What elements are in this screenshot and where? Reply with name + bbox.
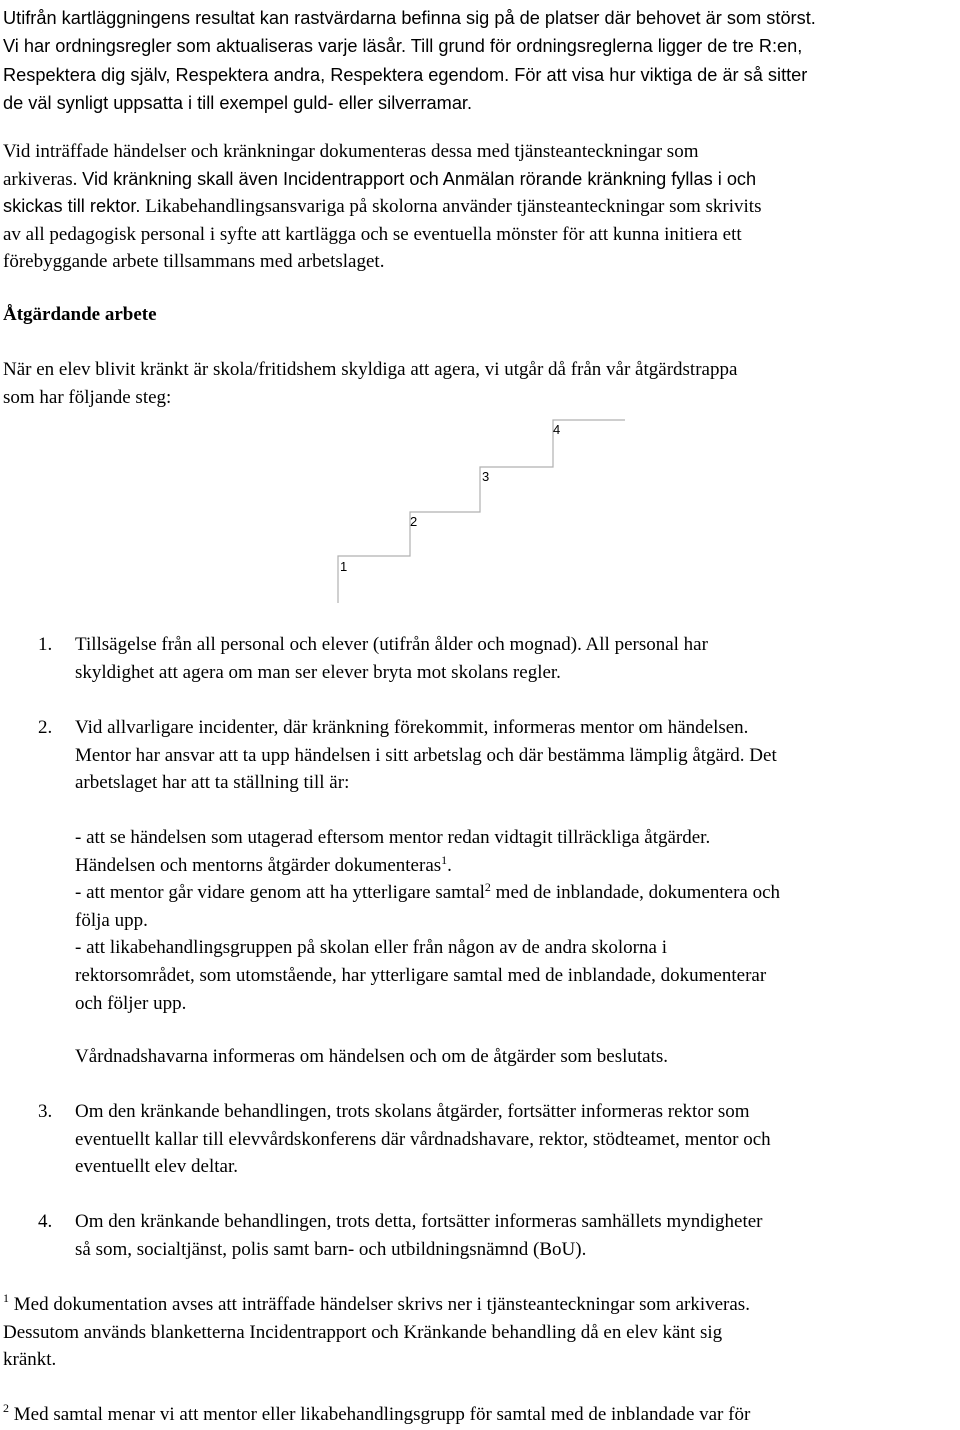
step-label-3: 3 xyxy=(482,469,490,484)
text-line xyxy=(3,1291,956,1319)
text-line: Om den kränkande behandlingen, trots detta, fortsätter informeras samhällets myndigheter xyxy=(75,1211,763,1232)
footnote-ref-2[interactable]: 2 xyxy=(484,880,491,895)
text-line: som har följande steg: xyxy=(3,386,172,408)
footnote-ref-1[interactable]: 1 xyxy=(441,852,448,867)
text-line xyxy=(3,166,956,194)
text-line: skyldighet att agera om man ser elever bryta mot skolans regler. xyxy=(75,661,561,683)
text-run-sans: Vid kränkning skall även Incidentrapport och Anmälan rörande kränkning fyllas i och xyxy=(82,168,757,189)
steps-intro xyxy=(3,356,956,411)
text-line: eventuellt elev deltar. xyxy=(75,1156,239,1178)
step-text xyxy=(75,714,956,797)
step-label-4: 4 xyxy=(553,422,561,437)
text-line: - att se händelsen som utagerad eftersom mentor redan vidtagit tillräckliga åtgärder. xyxy=(75,827,711,848)
text-line: förebyggande arbete tillsammans med arbetslaget. xyxy=(3,251,385,273)
text-line: och följer upp. xyxy=(75,992,187,1014)
text-line: följa upp. xyxy=(75,909,148,931)
step-text xyxy=(75,1208,956,1263)
text-run: arkiveras. xyxy=(3,168,83,190)
text-line: rektorsområdet, som utomstående, har ytterligare samtal med de inblandade, dokumenterar xyxy=(75,964,767,986)
staircase-line xyxy=(338,420,625,603)
step-text xyxy=(75,1098,956,1181)
footnote-mark: 2 xyxy=(3,1401,9,1415)
step-number: 4. xyxy=(38,1211,53,1232)
footnote-1 xyxy=(3,1291,956,1374)
text-run: Med dokumentation avses att inträffade händelser skrivs ner i tjänsteanteckningar som arkiveras. xyxy=(9,1294,750,1315)
text-run: - att mentor går vidare genom att ha ytterligare samtal xyxy=(75,882,485,904)
step-text xyxy=(75,631,956,686)
text-line: När en elev blivit kränkt är skola/fritidshem skyldiga att agera, vi utgår då från vår åtgärdstrappa xyxy=(3,359,738,380)
text-line: arbetslaget har att ta ställning till är: xyxy=(75,772,350,794)
text-run: Händelsen och mentorns åtgärder dokumenteras xyxy=(75,854,442,876)
text-line: Om den kränkande behandlingen, trots skolans åtgärder, fortsätter informeras rektor som xyxy=(75,1101,750,1122)
staircase-diagram xyxy=(0,410,960,610)
step-closing: Vårdnadshavarna informeras om händelsen och om de åtgärder som beslutats. xyxy=(75,1046,669,1067)
step-number: 3. xyxy=(38,1101,53,1122)
text-line: Vid inträffade händelser och kränkningar dokumenteras dessa med tjänsteanteckningar som xyxy=(3,141,699,162)
intro-paragraph xyxy=(3,4,956,117)
text-line: Utifrån kartläggningens resultat kan rastvärdarna befinna sig på de platser där behovet är som störst. xyxy=(3,8,816,28)
text-line: av all pedagogisk personal i syfte att kartlägga och se eventuella mönster för att kunna initiera ett xyxy=(3,223,742,245)
documentation-paragraph xyxy=(3,138,956,276)
text-line: Tillsägelse från all personal och elever (utifrån ålder och mognad). All personal har xyxy=(75,634,708,655)
text-line: skickas till rektor. Likabehandlingsansvariga på skolorna använder tjänsteanteckningar som skrivits xyxy=(3,196,762,218)
text-run: Med samtal menar vi att mentor eller likabehandlingsgrupp för samtal med de inblandade var för xyxy=(9,1404,751,1425)
text-line: de väl synligt uppsatta i till exempel guld- eller silverramar. xyxy=(3,92,473,113)
text-run: . xyxy=(447,854,452,876)
text-line xyxy=(75,852,956,880)
option-list xyxy=(75,824,956,1017)
text-line: Vi har ordningsregler som aktualiseras varje läsår. Till grund för ordningsreglerna ligger de tre R:en, xyxy=(3,36,803,57)
text-run-sans: skickas till rektor. xyxy=(3,196,141,217)
text-line: Dessutom används blanketterna Incidentrapport och Kränkande behandling då en elev känt sig xyxy=(3,1321,723,1343)
text-line: så som, socialtjänst, polis samt barn- och utbildningsnämnd (BoU). xyxy=(75,1238,587,1260)
text-line: eventuellt kallar till elevvårdskonferens där vårdnadshavare, rektor, stödteamet, mentor och xyxy=(75,1128,771,1150)
text-line: Mentor har ansvar att ta upp händelsen i sitt arbetslag och där bestämma lämplig åtgärd. Det xyxy=(75,744,777,766)
text-line xyxy=(3,1401,956,1429)
text-run: med de inblandade, dokumentera och xyxy=(490,882,781,904)
step-label-1: 1 xyxy=(340,559,348,574)
text-line xyxy=(75,879,956,907)
text-line: kränkt. xyxy=(3,1349,57,1371)
step-number: 1. xyxy=(38,634,53,655)
footnote-2 xyxy=(3,1401,956,1429)
text-line: - att likabehandlingsgruppen på skolan eller från någon av de andra skolorna i xyxy=(75,937,667,959)
section-heading: Åtgärdande arbete xyxy=(3,304,157,325)
step-number: 2. xyxy=(38,717,53,738)
text-line: Vid allvarligare incidenter, där kränkning förekommit, informeras mentor om händelsen. xyxy=(75,717,749,738)
footnote-mark: 1 xyxy=(3,1291,9,1305)
step-label-2: 2 xyxy=(410,514,418,529)
text-line: Respektera dig själv, Respektera andra, Respektera egendom. För att visa hur viktiga de är så sitter xyxy=(3,64,808,85)
